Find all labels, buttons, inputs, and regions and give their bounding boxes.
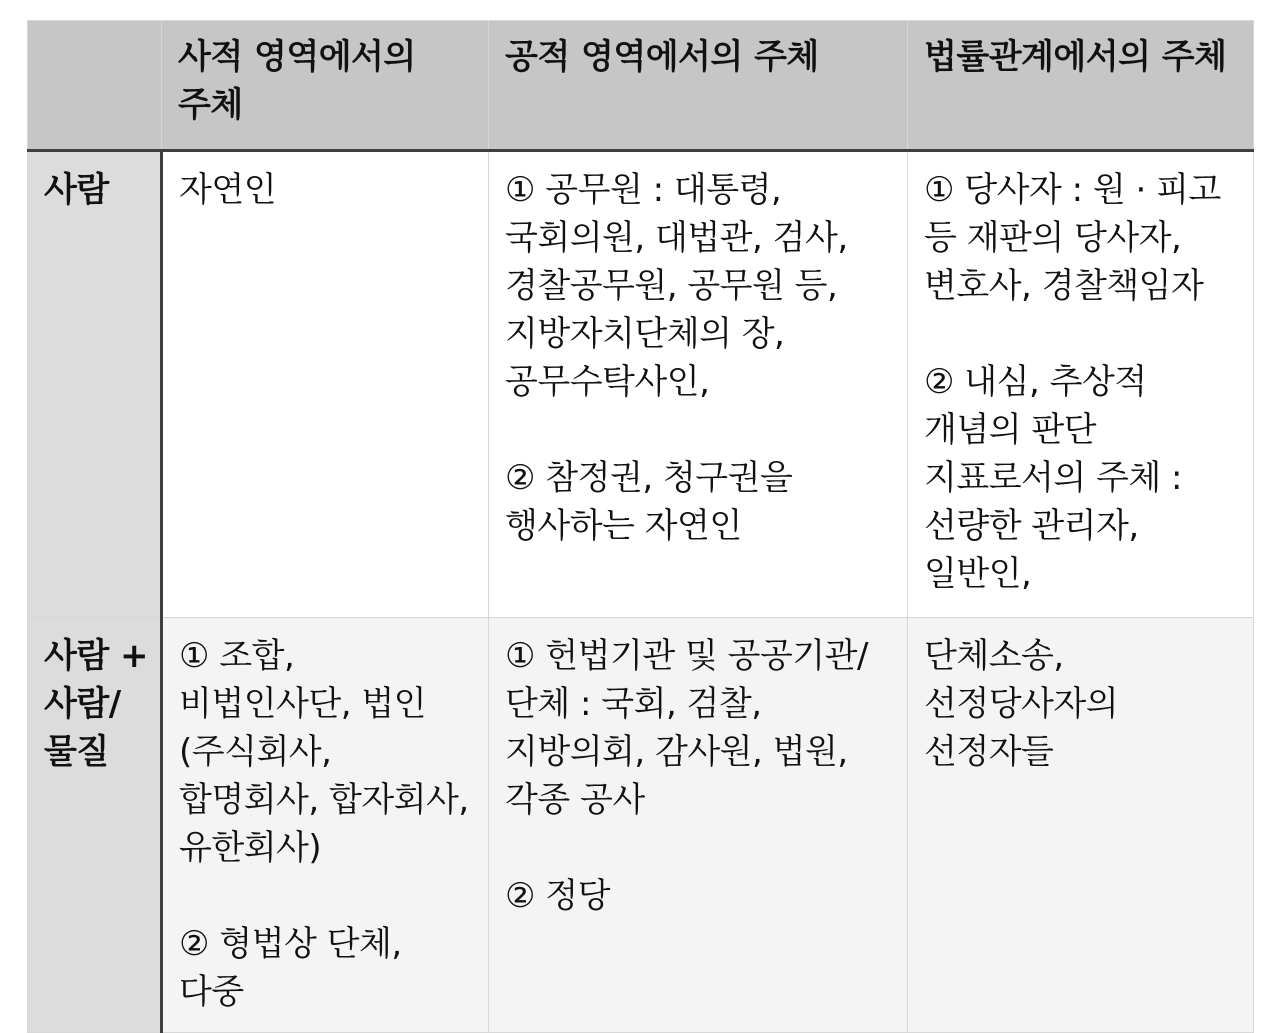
- cell-paragraph: 자연인: [179, 170, 277, 210]
- cell-person-private: [162, 151, 489, 618]
- cell-paragraph: ① 헌법기관 및 공공기관/단체 : 국회, 검찰, 지방의회, 감사원, 법원, 각종 공사: [505, 636, 868, 820]
- cell-group-private: [162, 618, 489, 1033]
- cell-paragraph: ② 형법상 단체, 다중: [179, 924, 402, 1012]
- header-legal-relation: 법률관계에서의 주체: [908, 21, 1254, 151]
- cell-person-legal: [908, 151, 1254, 618]
- cell-paragraph: ① 당사자 : 원 · 피고 등 재판의 당사자, 변호사, 경찰책임자: [924, 170, 1221, 306]
- cell-person-public: [489, 151, 908, 618]
- header-row: [28, 21, 1254, 151]
- table-row: [28, 151, 1254, 618]
- header-public-sphere: 공적 영역에서의 주체: [489, 21, 908, 151]
- row-label-group: 사람 + 사람/물질: [28, 618, 162, 1033]
- cell-group-public: [489, 618, 908, 1033]
- cell-paragraph: 단체소송, 선정당사자의 선정자들: [924, 636, 1119, 772]
- header-private-sphere: 사적 영역에서의 주체: [162, 21, 489, 151]
- row-label-person: 사람: [28, 151, 162, 618]
- table-row: [28, 618, 1254, 1033]
- cell-group-legal: [908, 618, 1254, 1033]
- cell-paragraph: ② 참정권, 청구권을 행사하는 자연인: [505, 458, 793, 546]
- cell-paragraph: ② 정당: [505, 876, 610, 916]
- cell-paragraph: ② 내심, 추상적 개념의 판단 지표로서의 주체 : 선량한 관리자, 일반인,: [924, 362, 1182, 594]
- header-corner-cell: [28, 21, 162, 151]
- legal-subjects-table: [27, 20, 1254, 1033]
- cell-paragraph: ① 조합, 비법인사단, 법인(주식회사, 합명회사, 합자회사, 유한회사): [179, 636, 469, 868]
- cell-paragraph: ① 공무원 : 대통령, 국회의원, 대법관, 검사, 경찰공무원, 공무원 등, 지방자치단체의 장, 공무수탁사인,: [505, 170, 848, 402]
